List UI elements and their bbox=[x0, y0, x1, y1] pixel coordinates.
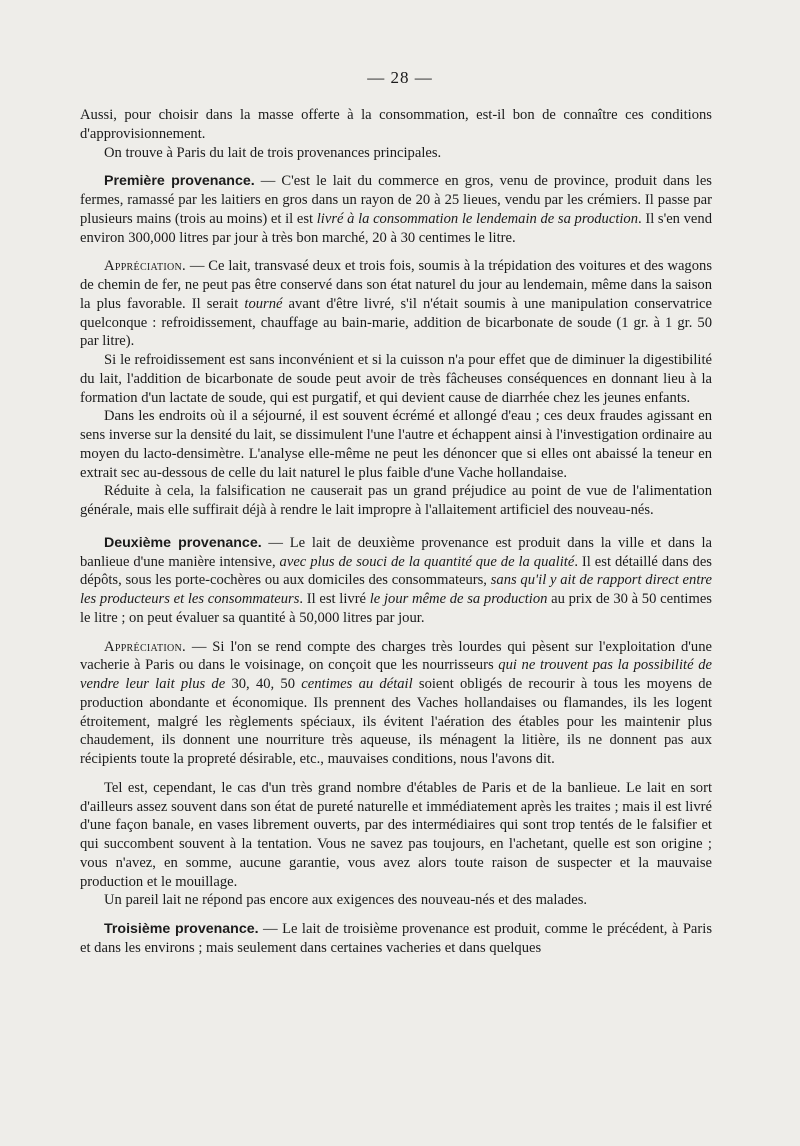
paragraph bbox=[80, 482, 712, 520]
text-run: — Le lait de troisième provenance est produit, comme le précédent, à Paris et dans les environs ; mais seulement dans certaines vacheries et dans quelques bbox=[80, 921, 713, 956]
paragraph bbox=[80, 257, 712, 351]
text-run: — Le lait de deuxième provenance est produit dans la ville et dans la banlieue d'une manière intensive, bbox=[80, 534, 712, 570]
italic-text: centimes au détail bbox=[301, 676, 413, 692]
text-run: au prix de 30 à 50 centimes le litre ; on peut évaluer sa quantité à 50,000 litres par jour. bbox=[80, 591, 712, 626]
text-run: Un pareil lait ne répond pas encore aux exigences des nouveau-nés et des malades. bbox=[104, 892, 588, 909]
page-number: — 28 — bbox=[367, 68, 433, 87]
text-run: . Il est livré bbox=[299, 591, 370, 607]
text-run: — C'est le lait du commerce en gros, venu de province, produit dans les fermes, ramassé par les laitiers en gros dans un rayon de 20 à 25 lieues, vendu par les crémiers. Il passe par plusieurs mains (trois au moins) et il est bbox=[80, 173, 712, 227]
section-heading: Première provenance. bbox=[104, 173, 255, 190]
italic-text: avec plus de souci de la quantité que de la qualité bbox=[279, 553, 575, 570]
text-run: On trouve à Paris du lait de trois provenances principales. bbox=[104, 144, 442, 161]
text-run: Réduite à cela, la falsification ne causerait pas un grand préjudice au point de vue de l'alimentation générale, mais elle suffirait déjà à rendre le lait impropre à l'allaitement artificiel des nouveau-nés. bbox=[80, 483, 712, 518]
text-run: Aussi, pour choisir dans la masse offerte à la consommation, est-il bon de connaître ces conditions d'approvisionnement. bbox=[80, 107, 712, 142]
text-run: . Il s'en vend environ 300,000 litres par jour à très bon marché, 20 à 30 centimes le litre. bbox=[80, 210, 712, 246]
text-run: Tel est, cependant, le cas d'un très grand nombre d'étables de Paris et de la banlieue. Le lait en sort d'ailleurs assez souvent dans son état de pureté naturelle et immédiatement après les traites ; mais il est livré d'une façon banale, en vases librement ouverts, par des intermédiaires qui sont trop tentés de le falsifier et qui succombent souvent à la tentation. Vous ne savez pas toujours, en l'achetant, quelle est son origine ; vous n'avez, en somme, aucune garantie, vous avez alors toute raison de suspecter et la mauvaise production et le mouillage. bbox=[80, 779, 712, 890]
italic-text: qui ne trouvent pas la possibilité de vendre leur lait plus de bbox=[80, 657, 712, 692]
text-run: 30, 40, 50 bbox=[225, 676, 302, 692]
italic-text: le jour même de sa production bbox=[369, 591, 548, 607]
text-run: — Ce lait, transvasé deux et trois fois, soumis à la trépidation des voitures et des wagons de chemin de fer, ne peut pas être conservé dans son état naturel du jour au lendemain, même dans la saison la plus favorable. Il serait bbox=[80, 258, 712, 312]
body-text bbox=[80, 106, 712, 958]
appreciation-label: Appréciation. bbox=[104, 638, 186, 655]
italic-text: sans qu'il y ait de rapport direct entre les producteurs et les consommateurs bbox=[80, 572, 712, 607]
paragraph bbox=[80, 920, 712, 958]
appreciation-label: Appréciation. bbox=[104, 258, 186, 275]
paragraph bbox=[80, 106, 712, 144]
paragraph bbox=[80, 534, 712, 628]
text-run: soient obligés de recourir à tous les moyens de production abondante et économique. Ils prennent des Vaches hollandaises ou flamandes, ils les logent étroitement, malgré les règlements spéciaux, ils évitent l'aération des étables pour les maintenir plus chaudement, ils donnent une nourriture très aqueuse, ils ménagent la litière, ils ne donnent pas aux récipients toute la propreté désirable, etc., mauvaises conditions, nous l'avons dit. bbox=[80, 676, 713, 767]
text-run: Si le refroidissement est sans inconvénient et si la cuisson n'a pour effet que de diminuer la digestibilité du lait, l'addition de bicarbonate de soude peut avoir de très fâcheuses conséquences en donnant lieu à la formation d'un lactate de soude, qui est purgatif, et qui devient cause de diarrhée chez les jeunes enfants. bbox=[80, 352, 712, 406]
paragraph bbox=[80, 172, 712, 247]
section-heading: Deuxième provenance. bbox=[104, 534, 262, 551]
text-run: avant d'être livré, s'il n'était soumis à une manipulation conservatrice quelconque : refroidissement, chauffage au bain-marie, addition de bicarbonate de soude (1 gr. à 1 gr. 50 par litre). bbox=[80, 295, 712, 350]
italic-text: tourné bbox=[244, 295, 283, 312]
paragraph bbox=[80, 351, 712, 407]
paragraph bbox=[80, 144, 712, 163]
section-heading: Troisième provenance. bbox=[104, 921, 259, 937]
paragraph bbox=[80, 407, 712, 482]
paragraph bbox=[80, 891, 712, 910]
paragraph bbox=[80, 638, 712, 769]
text-run: . Il est détaillé dans des dépôts, sous les porte-cochères ou aux domiciles des consommateurs, bbox=[80, 553, 712, 589]
text-run: — Si l'on se rend compte des charges très lourdes qui pèsent sur l'exploitation d'une vacherie à Paris ou dans le voisinage, on conçoit que les nourrisseurs bbox=[80, 638, 712, 674]
text-run: Dans les endroits où il a séjourné, il est souvent écrémé et allongé d'eau ; ces deux fraudes agissant en sens inverse sur la densité du lait, se dissimulent l'une l'autre et échappent ainsi à l'investigation ordinaire au moyen du lacto-densimètre. L'analyse elle-même ne peut les dénoncer que si elles ont abaissé la teneur en extrait sec au-dessous de celle du lait naturel le plus faible d'une Vache hollandaise. bbox=[80, 408, 712, 481]
italic-text: livré à la consommation le lendemain de sa production bbox=[316, 210, 639, 227]
paragraph bbox=[80, 779, 712, 892]
